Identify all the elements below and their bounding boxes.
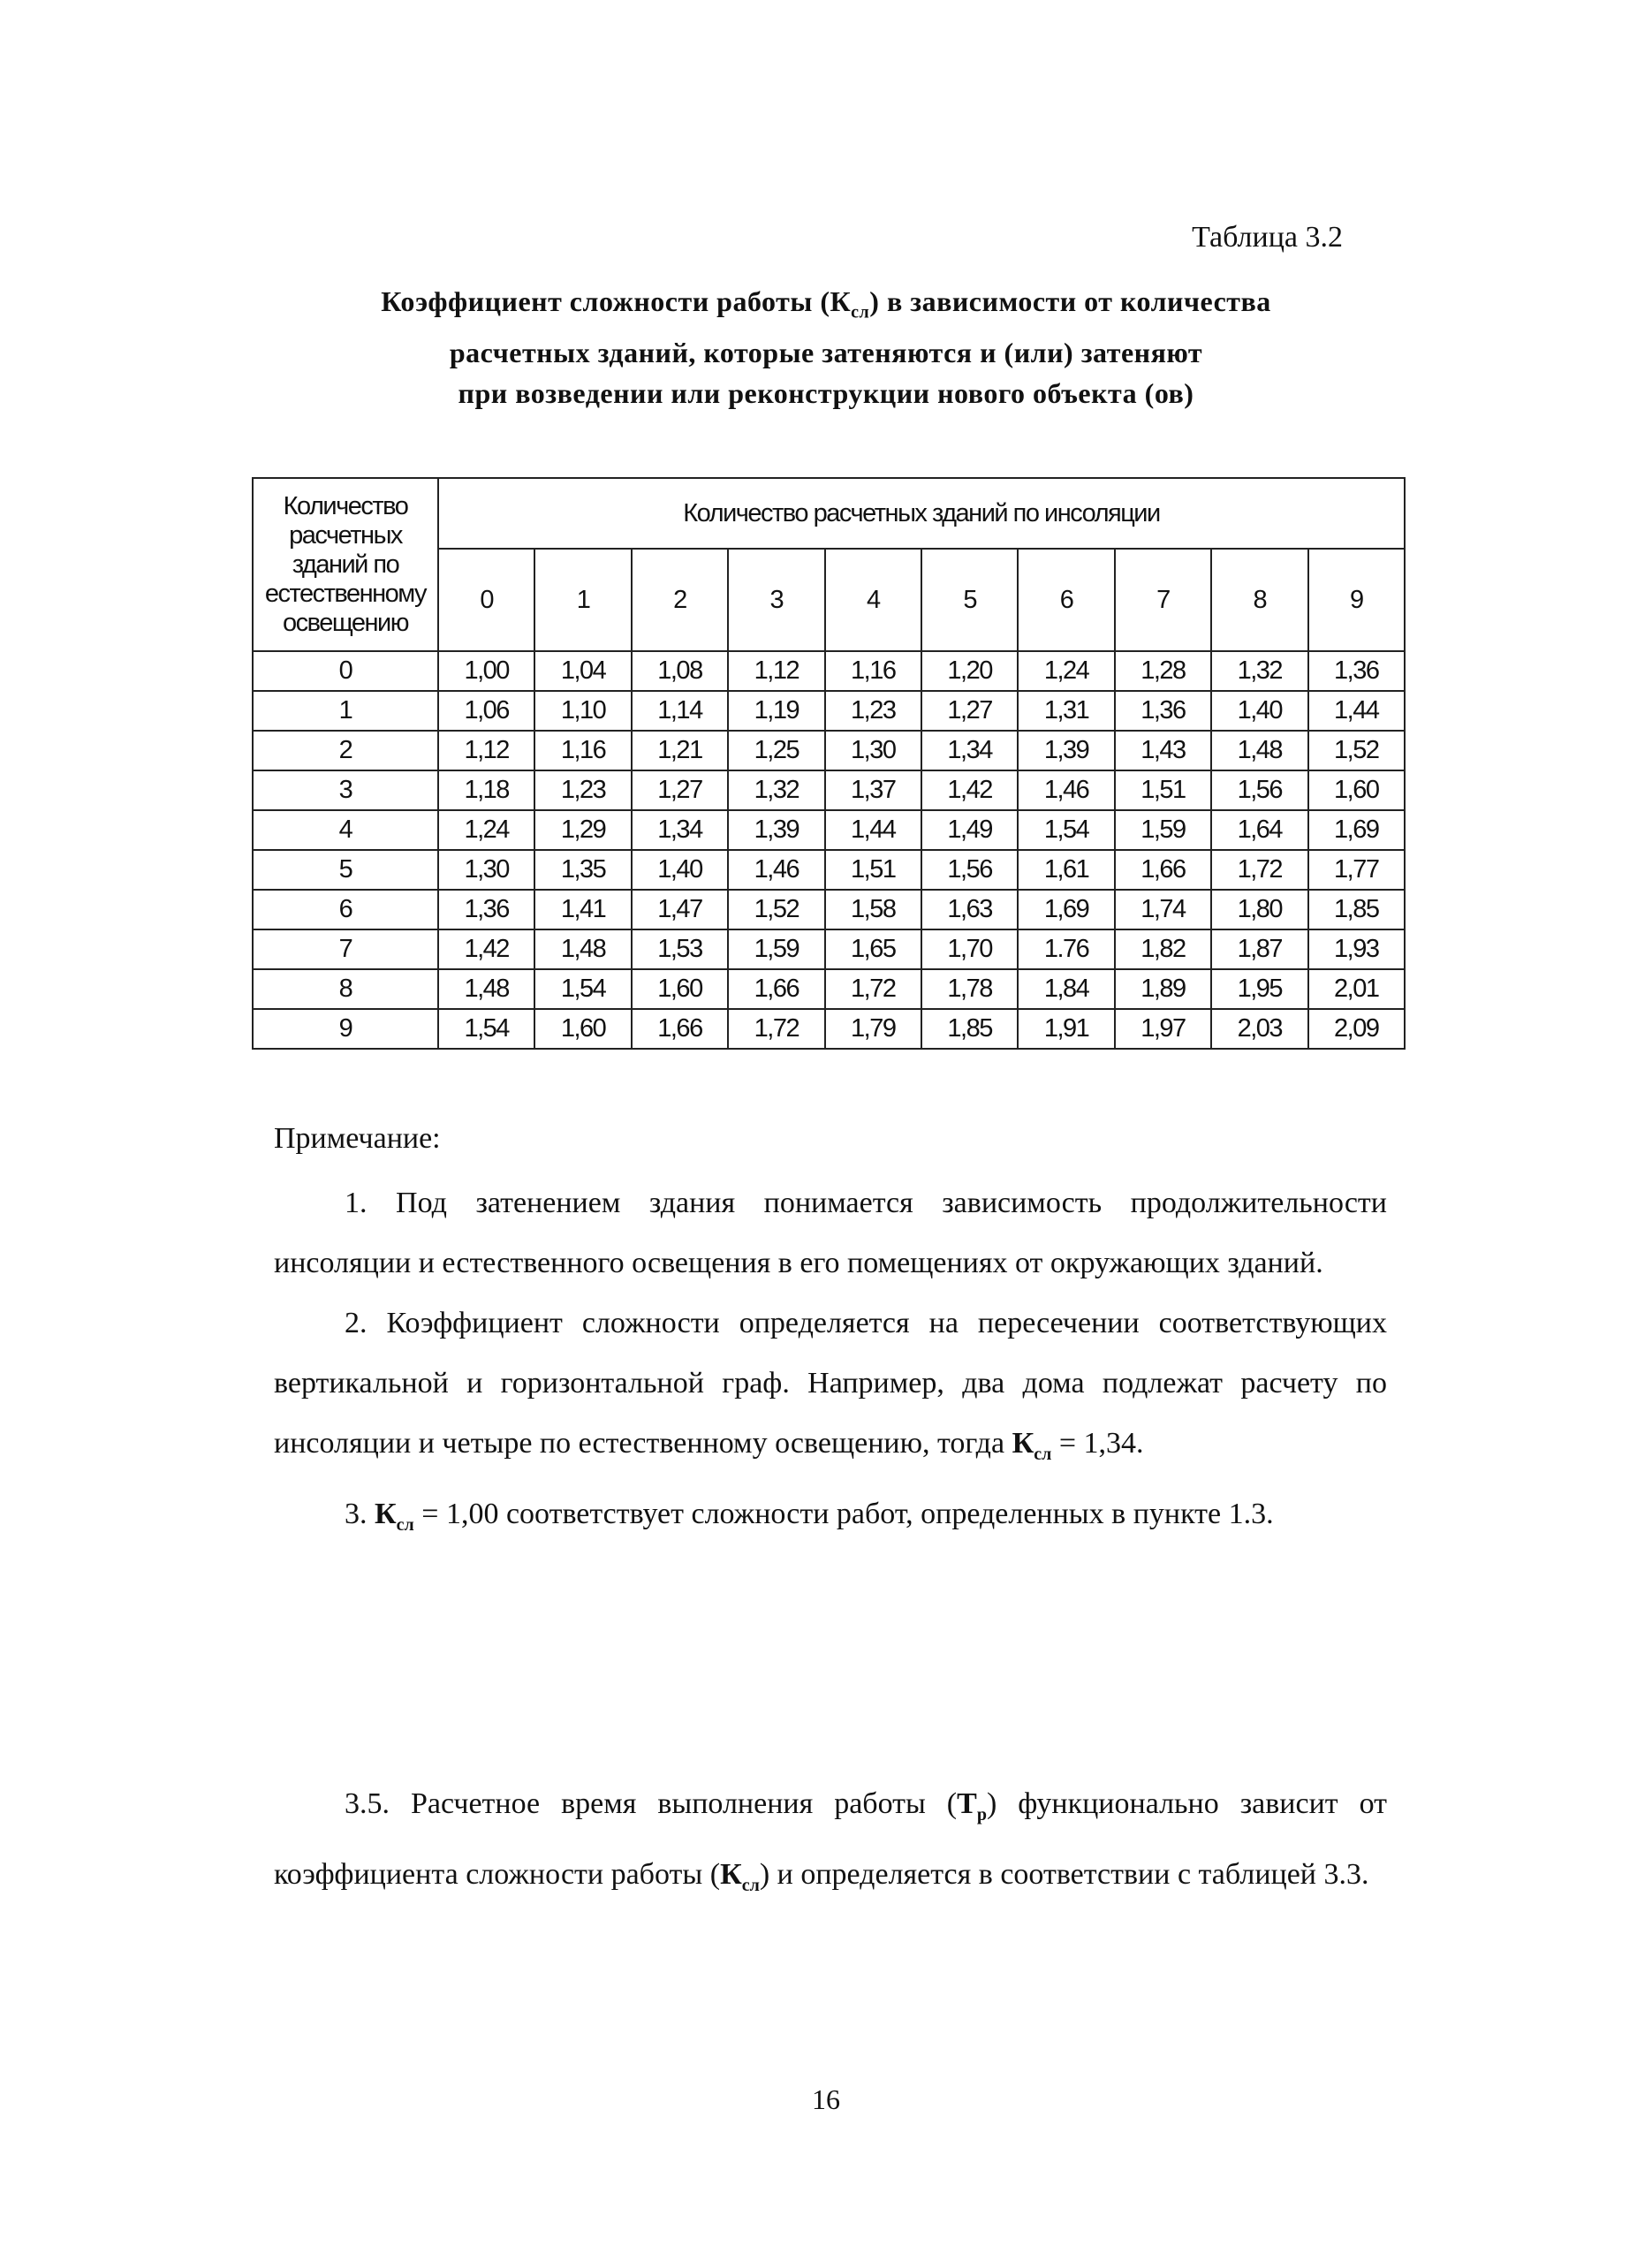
- table-cell: 1,24: [1018, 651, 1114, 691]
- column-header: 5: [921, 549, 1018, 651]
- table-cell: 1,12: [728, 651, 824, 691]
- table-cell: 1,69: [1308, 810, 1405, 850]
- coefficient-table: [252, 477, 1406, 1050]
- table-cell: 1,25: [728, 731, 824, 770]
- row-header: 6: [253, 890, 438, 929]
- table-cell: 1,63: [921, 890, 1018, 929]
- note-item-1: 1. Под затенением здания понимается зависимость продолжительности инсоляции и естественного освещения в его помещениях от окружающих зданий.: [274, 1187, 1387, 1279]
- table-cell: 1,61: [1018, 850, 1114, 890]
- table-cell: 1,39: [1018, 731, 1114, 770]
- table-cell: 1,48: [438, 969, 534, 1009]
- table-cell: 1,29: [534, 810, 631, 850]
- table-cell: 1,48: [534, 929, 631, 969]
- table-cell: 1,35: [534, 850, 631, 890]
- column-header: 7: [1115, 549, 1211, 651]
- row-header: 5: [253, 850, 438, 890]
- table-cell: 1,42: [438, 929, 534, 969]
- table-cell: 1,32: [728, 770, 824, 810]
- table-cell: 1,20: [921, 651, 1018, 691]
- corner-header: Количество расчетных зданий по естественному освещению: [253, 478, 438, 651]
- table-cell: 1,24: [438, 810, 534, 850]
- table-cell: 1,59: [728, 929, 824, 969]
- table-cell: 1,72: [825, 969, 921, 1009]
- table-cell: 1,97: [1115, 1009, 1211, 1049]
- table-row: [253, 691, 1405, 731]
- table-cell: 1,53: [632, 929, 728, 969]
- table-cell: 1,52: [728, 890, 824, 929]
- table-cell: 1,78: [921, 969, 1018, 1009]
- table-cell: 1,54: [534, 969, 631, 1009]
- table-cell: 1,77: [1308, 850, 1405, 890]
- table-cell: 1,39: [728, 810, 824, 850]
- table-cell: 1,32: [1211, 651, 1307, 691]
- table-label: Таблица 3.2: [1192, 221, 1343, 254]
- table-row: [253, 929, 1405, 969]
- table-row: [253, 731, 1405, 770]
- table-cell: 1,44: [1308, 691, 1405, 731]
- table-cell: 1,87: [1211, 929, 1307, 969]
- table-cell: 1,66: [1115, 850, 1211, 890]
- table-row: [253, 651, 1405, 691]
- table-cell: 1,60: [534, 1009, 631, 1049]
- table-cell: 1,59: [1115, 810, 1211, 850]
- table-row: [253, 810, 1405, 850]
- column-header: 1: [534, 549, 631, 651]
- row-header: 8: [253, 969, 438, 1009]
- column-header: 3: [728, 549, 824, 651]
- table-cell: 1,47: [632, 890, 728, 929]
- table-cell: 1,46: [728, 850, 824, 890]
- table-cell: 1,89: [1115, 969, 1211, 1009]
- table-cell: 1,28: [1115, 651, 1211, 691]
- row-header: 4: [253, 810, 438, 850]
- table-cell: 1,37: [825, 770, 921, 810]
- table-cell: 1,54: [1018, 810, 1114, 850]
- table-cell: 1,18: [438, 770, 534, 810]
- table-cell: 1,82: [1115, 929, 1211, 969]
- table-cell: 1,56: [921, 850, 1018, 890]
- table-cell: 1,64: [1211, 810, 1307, 850]
- table-cell: 1,60: [632, 969, 728, 1009]
- table-cell: 1,31: [1018, 691, 1114, 731]
- table-cell: 1,04: [534, 651, 631, 691]
- table-cell: 1,49: [921, 810, 1018, 850]
- table-cell: 1,16: [534, 731, 631, 770]
- table-cell: 1,40: [632, 850, 728, 890]
- row-header: 1: [253, 691, 438, 731]
- note-item-2: 2. Коэффициент сложности определяется на пересечении соответствующих вертикальной и горизонтальной граф. Например, два дома подлежат расчету по инсоляции и четыре по естественному освещению, тогда $К_{сл} = 1,34$.: [274, 1307, 1387, 1464]
- table-cell: 1,42: [921, 770, 1018, 810]
- table-cell: 1,84: [1018, 969, 1114, 1009]
- table-cell: 1,56: [1211, 770, 1307, 810]
- table-cell: 1,23: [534, 770, 631, 810]
- table-cell: 2,03: [1211, 1009, 1307, 1049]
- note-item-3: 3. $К_{сл} = 1,00$ соответствует сложности работ, определенных в пункте 1.3.: [345, 1497, 1274, 1535]
- table-cell: 1,06: [438, 691, 534, 731]
- table-cell: 1,79: [825, 1009, 921, 1049]
- section-3-5: 3.5. Расчетное время выполнения работы $(Т_р)$ функционально зависит от коэффициента сложности работы $(К_{сл})$ и определяется в соответствии с таблицей 3.3.: [274, 1787, 1387, 1895]
- table-cell: 2,09: [1308, 1009, 1405, 1049]
- table-cell: 1,66: [632, 1009, 728, 1049]
- table-cell: 1,43: [1115, 731, 1211, 770]
- column-header: 6: [1018, 549, 1114, 651]
- table-cell: 1,69: [1018, 890, 1114, 929]
- table-cell: 1,93: [1308, 929, 1405, 969]
- table-row: [253, 770, 1405, 810]
- table-cell: 1,27: [632, 770, 728, 810]
- table-cell: 1,51: [825, 850, 921, 890]
- table-cell: 1,34: [632, 810, 728, 850]
- table-cell: 1,16: [825, 651, 921, 691]
- table-title: Коэффициент сложности работы $(К_{сл})$ в зависимости от количества расчетных зданий, которые затеняются и (или) затеняют при возведении или реконструкции нового объекта (ов): [381, 285, 1271, 410]
- table-cell: 1,58: [825, 890, 921, 929]
- column-header: 8: [1211, 549, 1307, 651]
- table-cell: 1,95: [1211, 969, 1307, 1009]
- table-cell: 1,23: [825, 691, 921, 731]
- row-header: 3: [253, 770, 438, 810]
- table-cell: 1,40: [1211, 691, 1307, 731]
- table-cell: 2,01: [1308, 969, 1405, 1009]
- table-row: [253, 969, 1405, 1009]
- page-number: 16: [812, 2083, 840, 2115]
- table-cell: 1,10: [534, 691, 631, 731]
- table-cell: 1,60: [1308, 770, 1405, 810]
- column-header: 0: [438, 549, 534, 651]
- table-cell: 1,72: [728, 1009, 824, 1049]
- table-cell: 1,08: [632, 651, 728, 691]
- column-header: 2: [632, 549, 728, 651]
- table-cell: 1,12: [438, 731, 534, 770]
- table-cell: 1,85: [1308, 890, 1405, 929]
- table-cell: 1,85: [921, 1009, 1018, 1049]
- table-cell: 1,27: [921, 691, 1018, 731]
- table-cell: 1,14: [632, 691, 728, 731]
- table-cell: 1,36: [1308, 651, 1405, 691]
- table-cell: 1,46: [1018, 770, 1114, 810]
- row-header: 7: [253, 929, 438, 969]
- table-cell: 1,66: [728, 969, 824, 1009]
- table-cell: 1,19: [728, 691, 824, 731]
- table-cell: 1,91: [1018, 1009, 1114, 1049]
- table-cell: 1,36: [438, 890, 534, 929]
- table-cell: 1,00: [438, 651, 534, 691]
- table-cell: 1,74: [1115, 890, 1211, 929]
- table-cell: 1,30: [438, 850, 534, 890]
- table-cell: 1,65: [825, 929, 921, 969]
- table-cell: 1,51: [1115, 770, 1211, 810]
- table-cell: 1,41: [534, 890, 631, 929]
- table-row: [253, 850, 1405, 890]
- table-cell: 1,80: [1211, 890, 1307, 929]
- note-title: Примечание:: [274, 1122, 441, 1155]
- insolation-header: Количество расчетных зданий по инсоляции: [438, 478, 1405, 549]
- table-cell: 1,48: [1211, 731, 1307, 770]
- table-cell: 1,52: [1308, 731, 1405, 770]
- row-header: 9: [253, 1009, 438, 1049]
- table-cell: 1,30: [825, 731, 921, 770]
- table-cell: 1,34: [921, 731, 1018, 770]
- table-cell: 1,72: [1211, 850, 1307, 890]
- table-row: [253, 890, 1405, 929]
- table-cell: 1,54: [438, 1009, 534, 1049]
- row-header: 0: [253, 651, 438, 691]
- column-header: 9: [1308, 549, 1405, 651]
- column-header: 4: [825, 549, 921, 651]
- note-body: [274, 1173, 1387, 1555]
- table-cell: 1,44: [825, 810, 921, 850]
- table-cell: 1,36: [1115, 691, 1211, 731]
- row-header: 2: [253, 731, 438, 770]
- table-cell: 1.76: [1018, 929, 1114, 969]
- table-cell: 1,70: [921, 929, 1018, 969]
- table-cell: 1,21: [632, 731, 728, 770]
- table-row: [253, 1009, 1405, 1049]
